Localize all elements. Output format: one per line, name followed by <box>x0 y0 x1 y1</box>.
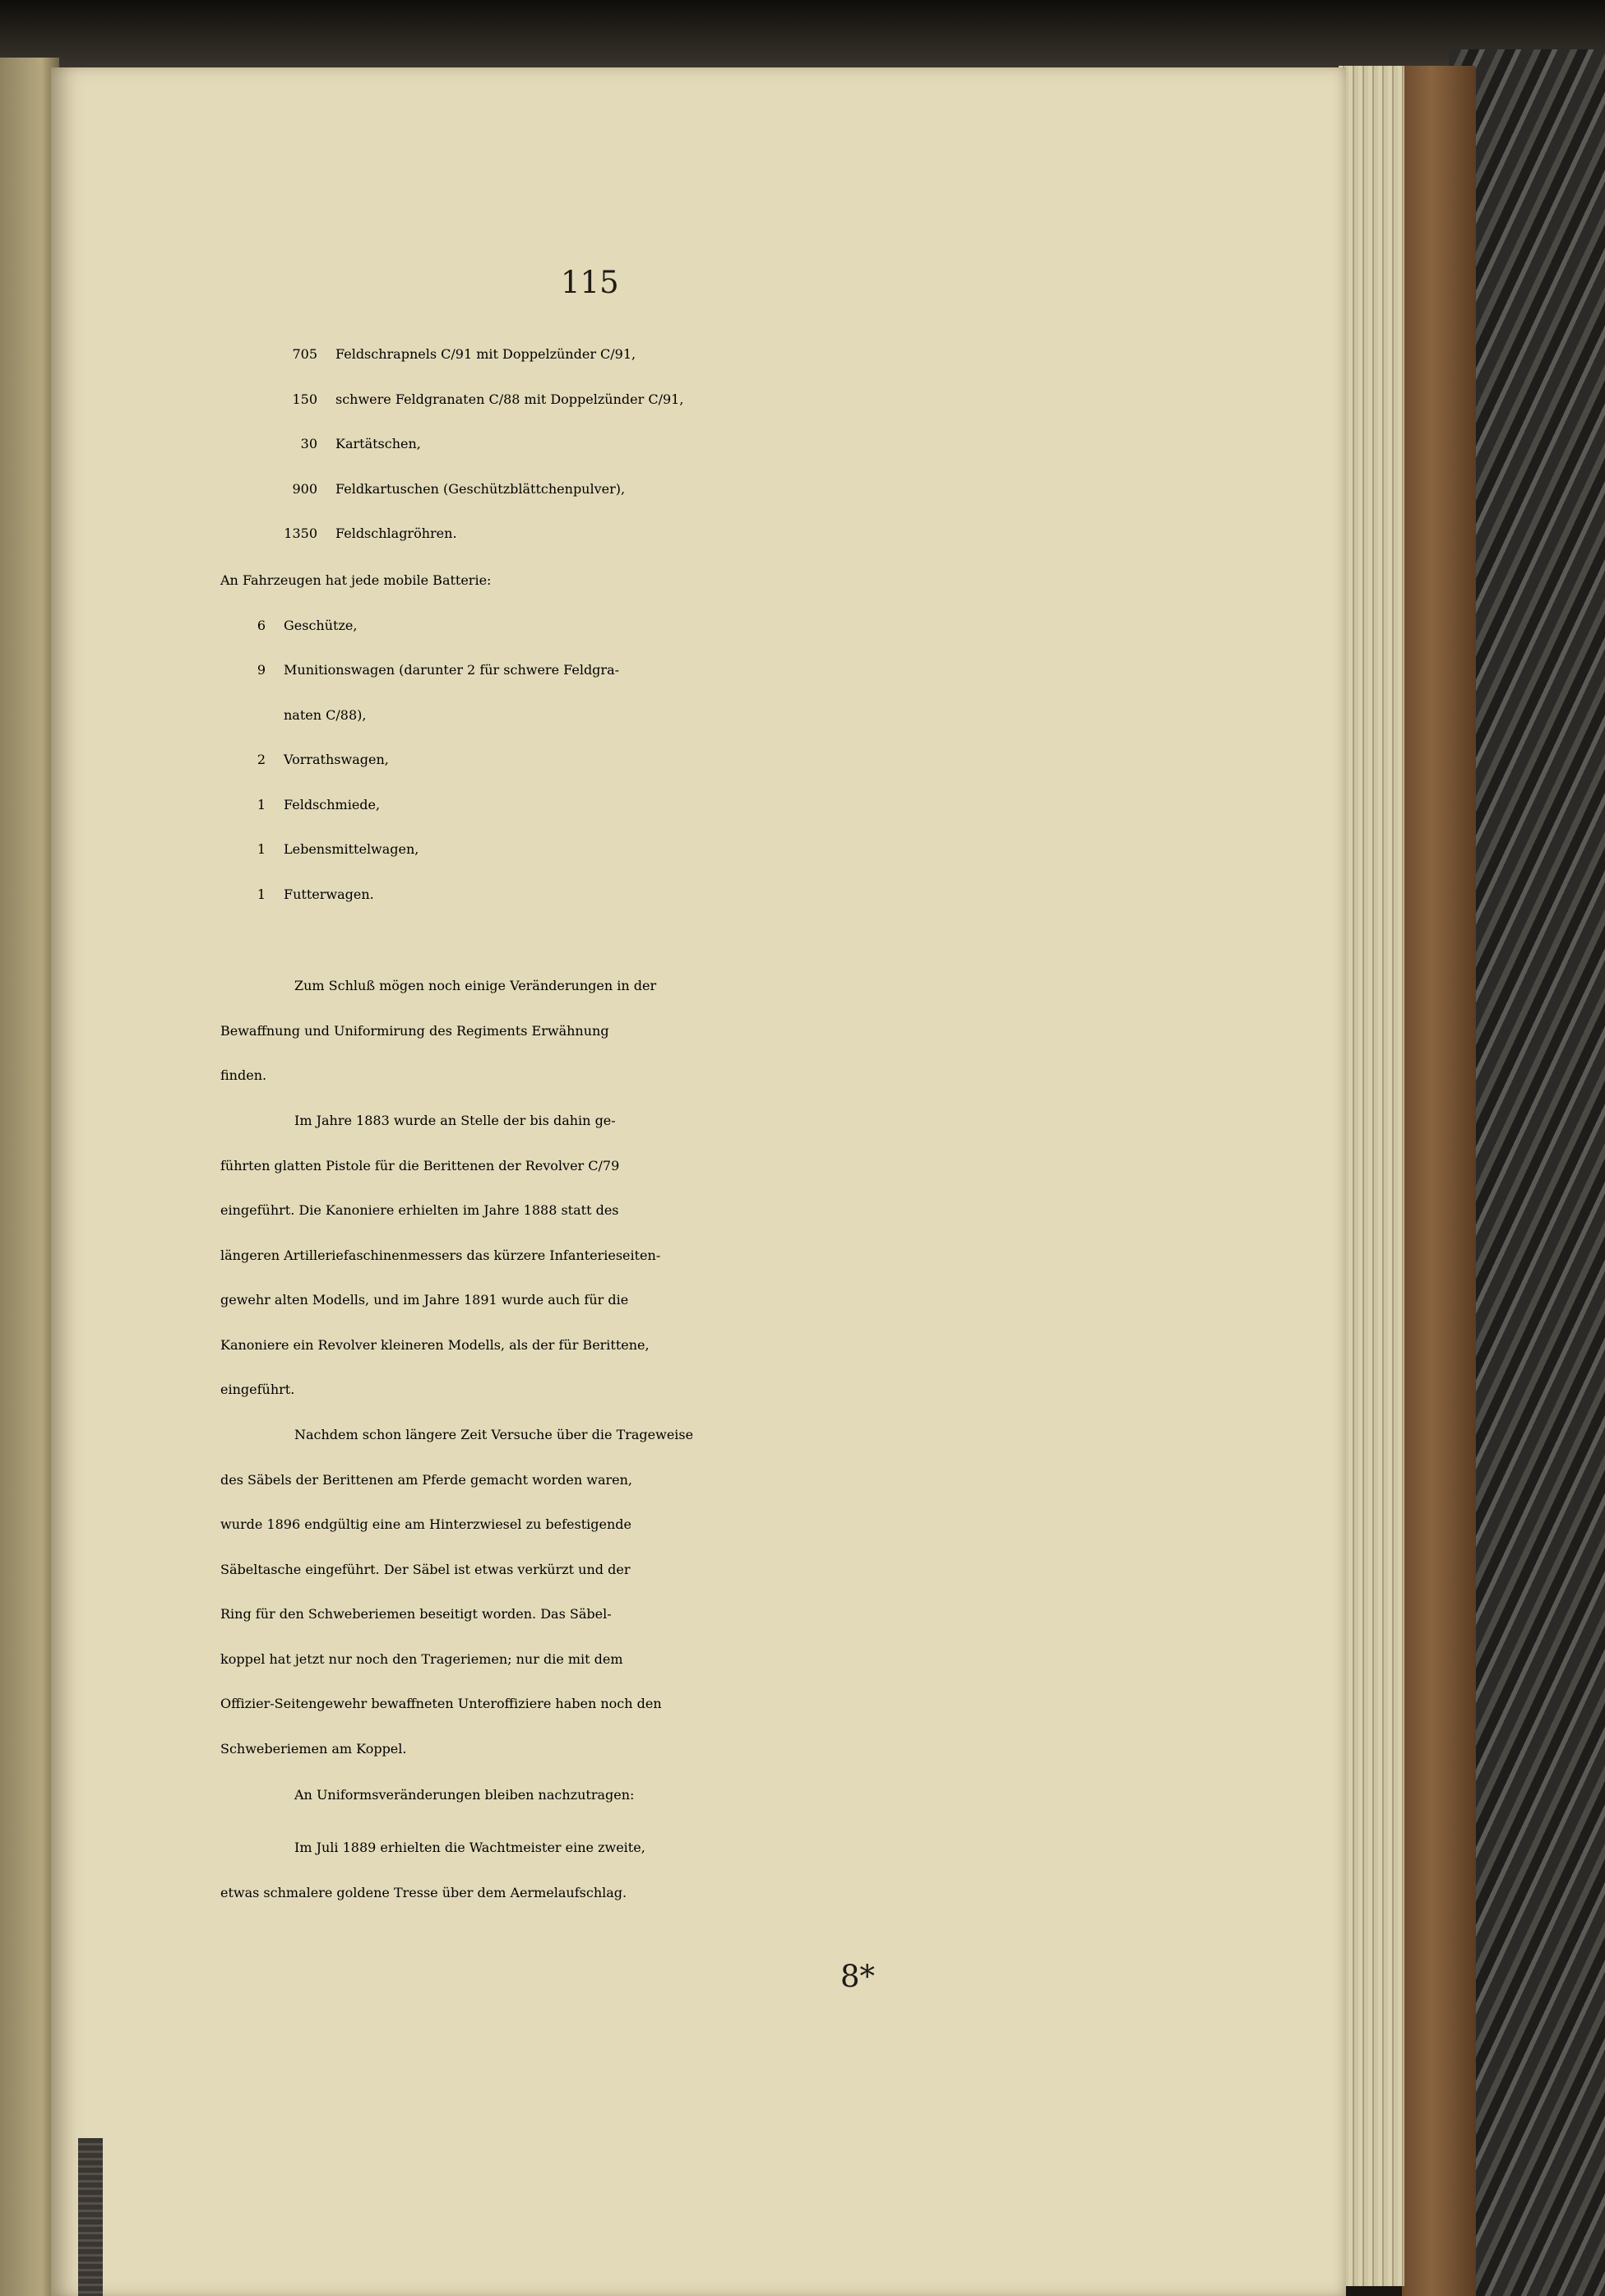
inventory-line-5: 1350 Feldschlagröhren. <box>284 525 457 541</box>
paragraph-4: An Uniformsveränderungen bleiben nachzutragen: <box>294 1787 635 1803</box>
inventory-list <box>220 332 1108 557</box>
paragraph-3: Nachdem schon längere Zeit Versuche über die Trageweise des Säbels der Berittenen am Pferde gemacht worden waren, wurde 1896 endgültig eine am Hinterzwiesel zu befestigende Säbeltasche eingeführt. Der Säbel ist etwas verkürzt und der Ring für den Schweberiemen beseitigt worden. Das Säbel- koppel hat jetzt nur noch den Trageriemen; nur die mit dem Offizier-Seitengewehr bewaffneten Unteroffiziere haben noch den Schweberiemen am Koppel. <box>220 1427 694 1757</box>
vehicle-line-6: 1 Futterwagen. <box>257 886 374 902</box>
vehicles-section <box>220 558 1108 917</box>
inventory-line-4: 900 Feldkartuschen (Geschützblättchenpulver), <box>292 480 626 497</box>
vehicle-line-2-cont: naten C/88), <box>284 706 367 723</box>
vehicle-line-4: 1 Feldschmiede, <box>257 796 381 812</box>
vehicle-line-3: 2 Vorrathswagen, <box>257 752 389 767</box>
sheet-signature: 8* <box>840 1959 876 1994</box>
inventory-line-3: 30 Kartätschen, <box>300 436 421 451</box>
leather-spine <box>1402 66 1476 2296</box>
page-number: 115 <box>561 265 619 300</box>
inventory-line-2: 150 schwere Feldgranaten C/88 mit Doppelzünder C/91, <box>292 391 684 407</box>
paragraph-1: Zum Schluß mögen noch einige Veränderungen in der Bewaffnung und Uniformirung des Regiments Erwähnung finden. <box>220 978 657 1083</box>
vehicle-line-2: 9 Munitionswagen (darunter 2 für schwere Feldgra- <box>257 662 620 678</box>
inventory-line-1: 705 Feldschrapnels C/91 mit Doppelzünder C/91, <box>292 346 636 362</box>
vehicle-line-1: 6 Geschütze, <box>257 617 358 633</box>
page-stack-edge <box>1339 66 1404 2286</box>
paragraph-2: Im Jahre 1883 wurde an Stelle der bis dahin ge- führten glatten Pistole für die Berittenen der Revolver C/79 eingeführt. Die Kanoniere erhielten im Jahre 1888 statt des längeren Artilleriefaschinenmessers das kürzere Infanterieseiten- gewehr alten Modells, und im Jahre 1891 wurde auch für die Kanoniere ein Revolver kleineren Modells, als der für Berittene, eingeführt. <box>220 1113 661 1397</box>
bookmark-ribbon <box>78 2138 103 2296</box>
book-page <box>51 67 1346 2296</box>
vehicle-line-5: 1 Lebensmittelwagen, <box>257 841 419 857</box>
vehicles-intro: An Fahrzeugen hat jede mobile Batterie: <box>220 572 492 588</box>
paragraph-5: Im Juli 1889 erhielten die Wachtmeister eine zweite, etwas schmalere goldene Tresse über dem Aermelaufschlag. <box>220 1840 645 1900</box>
